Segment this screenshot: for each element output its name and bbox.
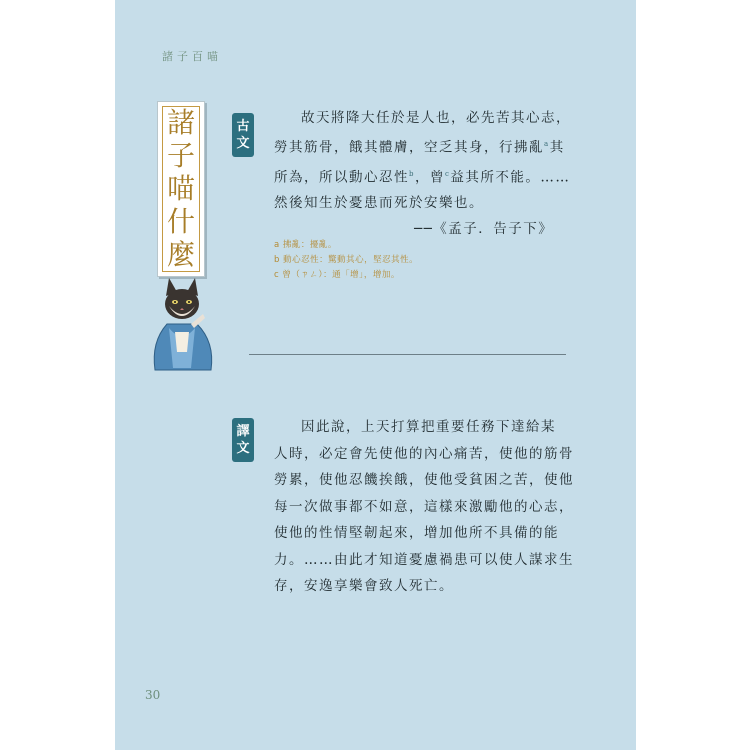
ancient-line: 勞其筋骨，餓其體膚，空乏其身，行拂亂$^a$其 bbox=[274, 139, 565, 156]
running-header: 諸子百喵 bbox=[162, 50, 222, 63]
title-frame bbox=[162, 106, 200, 272]
badge-char: 文 bbox=[236, 441, 250, 456]
translation-line: 人時，必定會先使他的內心痛苦，使他的筋骨 bbox=[274, 445, 574, 462]
footnotes bbox=[274, 238, 418, 283]
ancient-line: 故天將降大任於是人也，必先苦其心志， bbox=[301, 110, 571, 126]
translation-line: 存，安逸享樂會致人死亡。 bbox=[274, 578, 454, 594]
badge-char: 古 bbox=[236, 119, 250, 134]
ancient-line: 然後知生於憂患而死於安樂也。 bbox=[274, 195, 484, 211]
footnote: b 動心忍性：驚動其心，堅忍其性。 bbox=[274, 255, 419, 265]
ancient-line: 所為，所以動心忍性$^b$，曾$^c$益其所不能。…… bbox=[274, 169, 571, 185]
footnote: c 曾（ㄗㄥ）：通「增」，增加。 bbox=[274, 270, 400, 280]
translation-line: 力。……由此才知道憂慮禍患可以使人謀求生 bbox=[274, 551, 574, 568]
translation-line: 因此說，上天打算把重要任務下達給某 bbox=[301, 419, 556, 435]
footnote-marker: a bbox=[544, 140, 550, 148]
footnote-marker: b bbox=[409, 169, 415, 178]
badge-char: 譯 bbox=[236, 424, 250, 439]
title-char: 諸 bbox=[166, 106, 195, 140]
ancient-text bbox=[274, 105, 574, 242]
cat-scholar-illustration bbox=[145, 272, 219, 372]
section-divider bbox=[249, 354, 566, 355]
translation-line: 每一次做事都不如意，這樣來激勵他的心志， bbox=[274, 498, 574, 515]
title-char: 喵 bbox=[166, 171, 195, 205]
title-char: 什 bbox=[166, 204, 195, 238]
footnote-marker: c bbox=[444, 169, 451, 178]
title-char: 麼 bbox=[166, 237, 195, 271]
translation-line: 使他的性情堅韌起來，增加他所不具備的能 bbox=[274, 525, 559, 541]
translation-badge bbox=[232, 418, 254, 462]
footnote: a 拂亂：擾亂。 bbox=[274, 240, 337, 250]
source-citation: ──《孟子．告子下》 bbox=[414, 221, 554, 237]
vertical-title-box bbox=[157, 101, 205, 277]
translation-line: 勞累，使他忍饑挨餓，使他受貧困之苦，使他 bbox=[274, 472, 574, 488]
title-char: 子 bbox=[166, 139, 195, 173]
page-number: 30 bbox=[145, 688, 161, 702]
ancient-text-badge bbox=[232, 113, 254, 157]
badge-char: 文 bbox=[236, 136, 250, 151]
translation-text bbox=[274, 414, 584, 600]
